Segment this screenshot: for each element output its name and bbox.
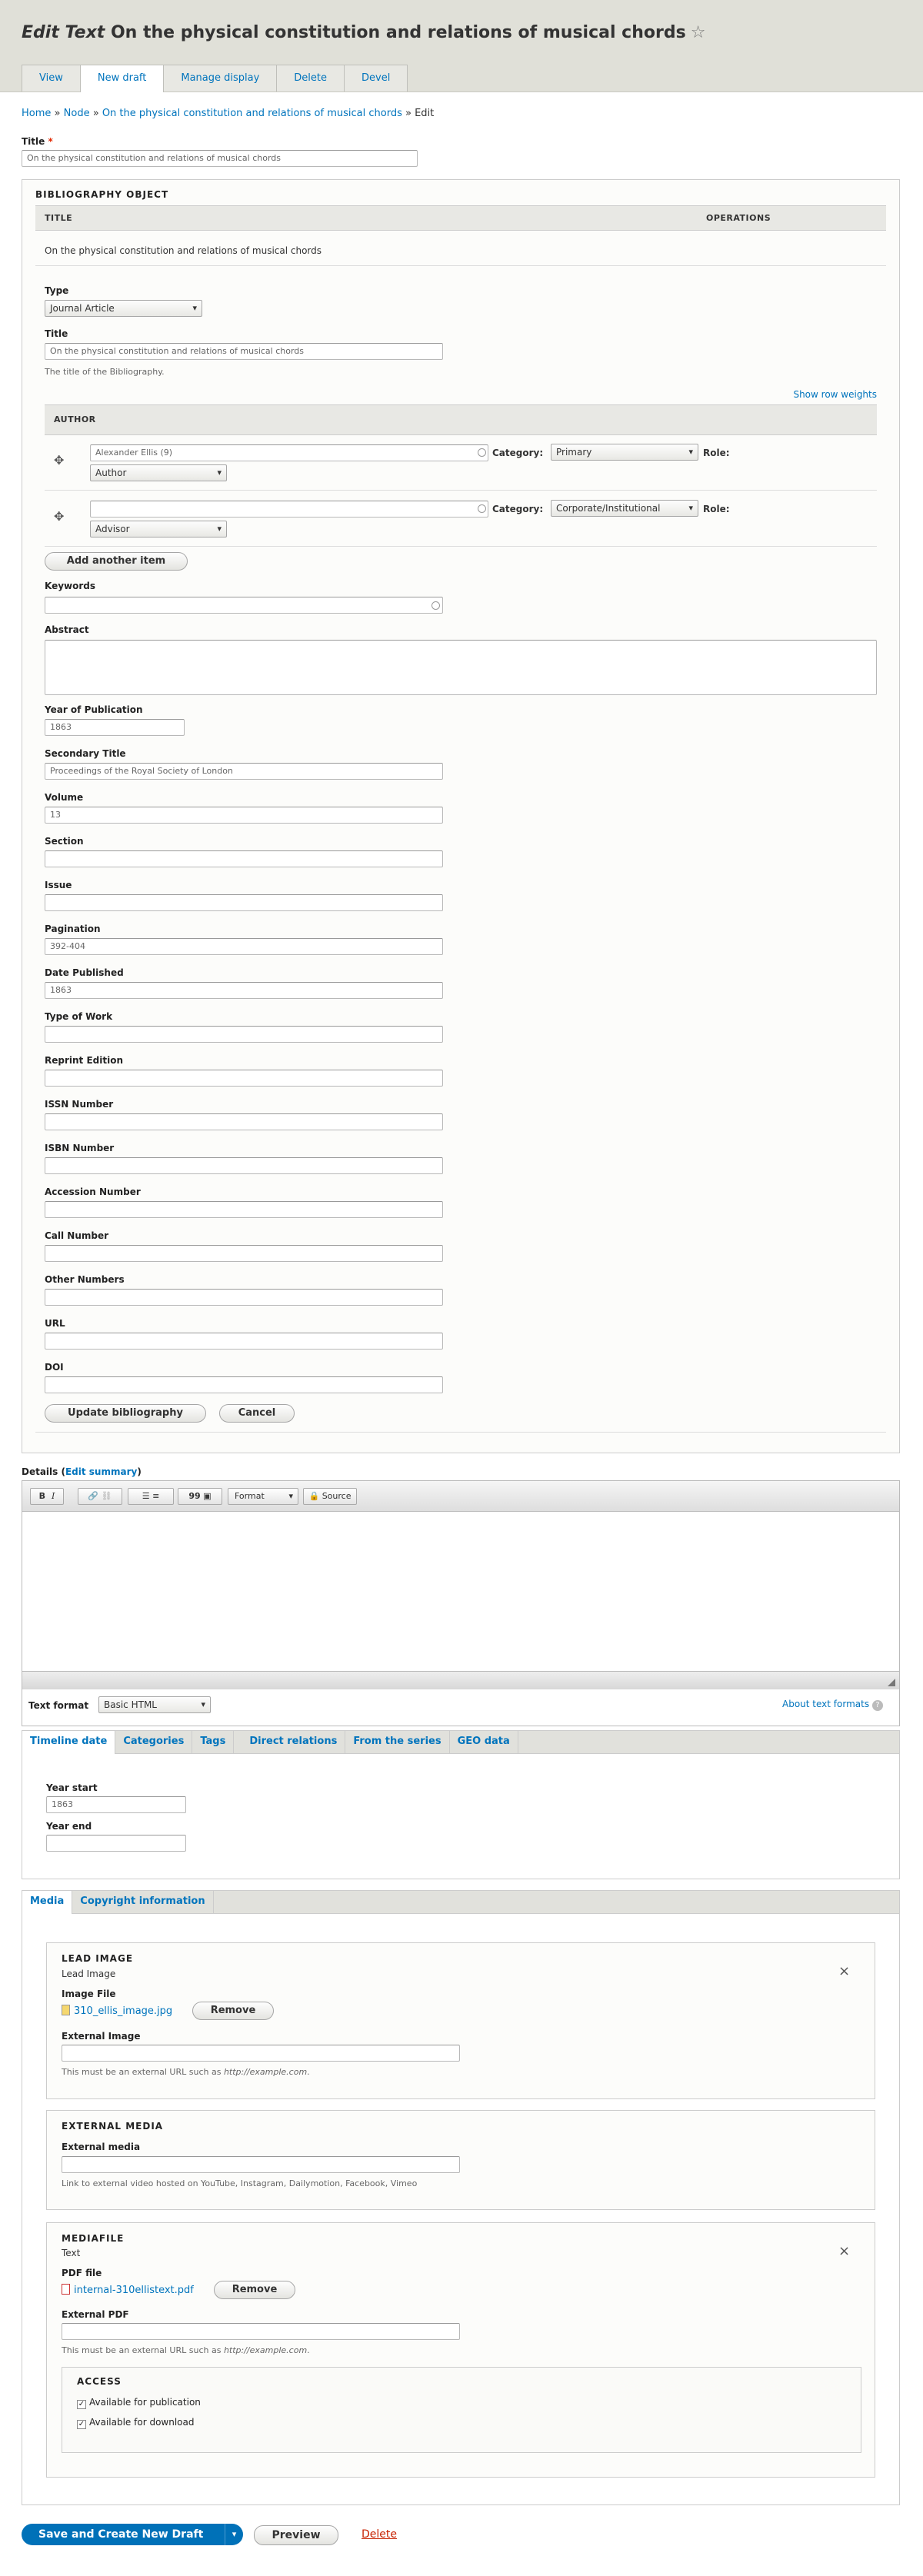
title-prefix: Edit Text xyxy=(22,23,105,42)
category-select[interactable]: Corporate/Institutional ▾ xyxy=(551,500,698,517)
type-select[interactable]: Journal Article ▾ xyxy=(45,300,202,317)
external-image-input[interactable] xyxy=(62,2045,460,2062)
other-numbers-input[interactable] xyxy=(45,1289,443,1306)
role-select[interactable]: Author ▾ xyxy=(90,464,227,481)
cancel-button[interactable]: Cancel xyxy=(219,1404,295,1423)
source-button[interactable] xyxy=(303,1488,357,1505)
delete-link[interactable]: Delete xyxy=(362,2528,397,2541)
url-label: URL xyxy=(45,1318,65,1329)
tab-media[interactable]: Media xyxy=(22,1891,72,1914)
text-format-select[interactable]: Basic HTML ▾ xyxy=(98,1696,211,1713)
bibliography-row-title: On the physical constitution and relations of musical chords xyxy=(45,245,322,256)
tab-new-draft[interactable]: New draft xyxy=(80,65,165,92)
col-operations: OPERATIONS xyxy=(706,213,771,223)
biblio-title-input[interactable]: On the physical constitution and relations of musical chords xyxy=(45,343,443,360)
tab-devel[interactable]: Devel xyxy=(344,65,408,92)
secondary-title-label: Secondary Title xyxy=(45,748,126,759)
accession-number-input[interactable] xyxy=(45,1201,443,1218)
date-published-label: Date Published xyxy=(45,967,124,978)
pdf-file-name: internal-310ellistext.pdf xyxy=(74,2285,194,2296)
checkbox-checked-icon: ✓ xyxy=(78,2420,85,2428)
year-of-publication-label: Year of Publication xyxy=(45,704,143,715)
autocomplete-icon xyxy=(478,448,486,457)
tab-tags[interactable]: Tags xyxy=(192,1731,234,1753)
editor-list-group xyxy=(128,1488,174,1505)
tab-from-the-series[interactable]: From the series xyxy=(345,1731,449,1753)
pagination-label: Pagination xyxy=(45,924,101,934)
abstract-label: Abstract xyxy=(45,624,89,635)
abstract-textarea[interactable] xyxy=(45,640,877,695)
media-tabs xyxy=(22,1891,899,1914)
keywords-input[interactable] xyxy=(45,597,443,614)
isbn-number-label: ISBN Number xyxy=(45,1143,115,1153)
issn-number-input[interactable] xyxy=(45,1113,443,1130)
format-label: Format xyxy=(235,1491,265,1501)
breadcrumb-sep: » xyxy=(92,108,99,119)
pagination-input[interactable]: 392-404 xyxy=(45,938,443,955)
editor-statusbar xyxy=(22,1671,899,1689)
section-label: Section xyxy=(45,836,84,847)
autocomplete-icon xyxy=(478,504,486,513)
tab-manage-display[interactable]: Manage display xyxy=(163,65,277,92)
role-label: Role: xyxy=(703,448,730,458)
tab-view[interactable]: View xyxy=(22,65,81,92)
issn-number-label: ISSN Number xyxy=(45,1099,114,1110)
tab-copyright-information[interactable]: Copyright information xyxy=(72,1891,213,1913)
pdf-file-label: PDF file xyxy=(62,2268,102,2278)
mediafile-legend: MEDIAFILE xyxy=(62,2233,125,2244)
tab-categories[interactable]: Categories xyxy=(115,1731,192,1753)
about-text-formats-link[interactable]: About text formats ? xyxy=(782,1699,883,1711)
close-icon[interactable]: × xyxy=(838,1963,851,1979)
external-media-label: External media xyxy=(62,2142,141,2152)
details-label: Details (Edit summary) xyxy=(22,1466,142,1477)
col-title: TITLE xyxy=(45,213,73,223)
access-legend: ACCESS xyxy=(77,2376,122,2387)
download-label: Available for download xyxy=(89,2417,195,2428)
breadcrumb-home[interactable]: Home xyxy=(22,108,52,119)
link-icon[interactable]: 🔗 xyxy=(88,1491,99,1501)
timeline-tabs xyxy=(22,1731,899,1754)
text-format-label: Text format xyxy=(28,1700,89,1711)
year-start-input[interactable]: 1863 xyxy=(46,1796,186,1813)
available-for-download-checkbox[interactable] xyxy=(77,2417,194,2429)
close-icon[interactable]: × xyxy=(838,2243,851,2259)
editor-body[interactable] xyxy=(22,1513,899,1671)
year-end-label: Year end xyxy=(46,1821,92,1832)
issue-label: Issue xyxy=(45,880,72,890)
tab-direct-relations[interactable]: Direct relations xyxy=(234,1731,345,1753)
external-pdf-label: External PDF xyxy=(62,2309,129,2320)
resize-handle-icon[interactable] xyxy=(888,1679,895,1686)
doi-label: DOI xyxy=(45,1362,64,1373)
divider xyxy=(45,546,877,547)
lock-icon: 🔒 xyxy=(308,1491,320,1501)
date-published-input[interactable]: 1863 xyxy=(45,982,443,999)
format-dropdown[interactable] xyxy=(228,1488,298,1505)
external-pdf-input[interactable] xyxy=(62,2323,460,2340)
lead-image-subtitle: Lead Image xyxy=(62,1969,116,1979)
remove-image-button[interactable]: Remove xyxy=(192,2002,274,2020)
author-name-input[interactable]: Alexander Ellis (9) xyxy=(90,444,488,461)
italic-button[interactable]: I xyxy=(52,1491,55,1501)
available-for-publication-checkbox[interactable] xyxy=(77,2397,201,2409)
external-pdf-desc: This must be an external URL such as http://example.com. xyxy=(62,2345,310,2355)
breadcrumb-node[interactable]: Node xyxy=(63,108,90,119)
save-label: Save and Create New Draft xyxy=(38,2528,204,2541)
drag-handle-icon[interactable]: ✥ xyxy=(54,509,65,524)
call-number-input[interactable] xyxy=(45,1245,443,1262)
blockquote-button[interactable]: 99 xyxy=(188,1491,201,1501)
external-media-desc: Link to external video hosted on YouTube, Instagram, Dailymotion, Facebook, Vimeo xyxy=(62,2178,418,2188)
lead-image-legend: LEAD IMAGE xyxy=(62,1953,134,1964)
add-another-item-button[interactable]: Add another item xyxy=(45,552,188,571)
pdf-file-icon xyxy=(62,2284,70,2295)
numbered-list-icon[interactable]: ≡ xyxy=(152,1491,160,1501)
external-media-legend: EXTERNAL MEDIA xyxy=(62,2121,164,2132)
title-text: On the physical constitution and relations of musical chords xyxy=(110,23,686,42)
remove-pdf-button[interactable]: Remove xyxy=(214,2281,295,2299)
checkbox-checked-icon: ✓ xyxy=(78,2400,85,2408)
pdf-file-link[interactable] xyxy=(62,2284,194,2296)
help-icon: ? xyxy=(872,1700,883,1711)
title-label: Title * xyxy=(22,136,53,147)
divider xyxy=(35,265,886,266)
biblio-title-desc: The title of the Bibliography. xyxy=(45,367,165,377)
dropdown-toggle-icon[interactable]: ▾ xyxy=(225,2524,243,2545)
category-label: Category: xyxy=(492,504,544,514)
type-of-work-input[interactable] xyxy=(45,1026,443,1043)
publication-label: Available for publication xyxy=(89,2397,201,2408)
drag-handle-icon[interactable]: ✥ xyxy=(54,453,65,468)
chevron-down-icon: ▾ xyxy=(288,1491,293,1501)
role-select[interactable]: Advisor ▾ xyxy=(90,521,227,537)
bibliography-legend: BIBLIOGRAPHY OBJECT xyxy=(35,189,169,200)
volume-label: Volume xyxy=(45,792,84,803)
biblio-title-label: Title xyxy=(45,328,68,339)
category-select[interactable]: Primary ▾ xyxy=(551,444,698,461)
role-label: Role: xyxy=(703,504,730,514)
accession-number-label: Accession Number xyxy=(45,1186,141,1197)
editor-format-group xyxy=(30,1488,64,1505)
doi-input[interactable] xyxy=(45,1376,443,1393)
image-file-icon xyxy=(62,2005,70,2015)
update-bibliography-button[interactable]: Update bibliography xyxy=(45,1404,206,1423)
tab-timeline-date[interactable]: Timeline date xyxy=(22,1731,115,1754)
type-of-work-label: Type of Work xyxy=(45,1011,113,1022)
breadcrumb-sep: » xyxy=(54,108,61,119)
required-marker: * xyxy=(48,136,53,147)
other-numbers-label: Other Numbers xyxy=(45,1274,125,1285)
url-input[interactable] xyxy=(45,1333,443,1350)
tab-delete[interactable]: Delete xyxy=(276,65,345,92)
author-name-input[interactable] xyxy=(90,501,488,518)
year-end-input[interactable] xyxy=(46,1835,186,1852)
page-header xyxy=(0,0,923,92)
source-label: Source xyxy=(322,1491,352,1501)
image-file-link[interactable] xyxy=(62,2005,172,2017)
breadcrumb-sep: » xyxy=(405,108,412,119)
breadcrumb-page[interactable]: On the physical constitution and relations of musical chords xyxy=(102,108,402,119)
autocomplete-icon xyxy=(432,601,440,610)
bibliography-table-header xyxy=(35,205,886,231)
edit-summary-link[interactable]: Edit summary xyxy=(65,1466,138,1477)
external-media-input[interactable] xyxy=(62,2156,460,2173)
divider xyxy=(35,1432,886,1433)
reprint-edition-label: Reprint Edition xyxy=(45,1055,123,1066)
tab-geo-data[interactable]: GEO data xyxy=(450,1731,518,1753)
section-input[interactable] xyxy=(45,850,443,867)
editor-link-group xyxy=(78,1488,122,1505)
mediafile-subtitle: Text xyxy=(62,2248,81,2258)
breadcrumb xyxy=(22,108,434,119)
preview-button[interactable]: Preview xyxy=(254,2525,338,2545)
reprint-edition-input[interactable] xyxy=(45,1070,443,1087)
volume-input[interactable]: 13 xyxy=(45,807,443,824)
issue-input[interactable] xyxy=(45,894,443,911)
unlink-icon: ⛓ xyxy=(101,1491,112,1501)
primary-tabs xyxy=(22,65,407,92)
title-input[interactable]: On the physical constitution and relations of musical chords xyxy=(22,150,418,167)
save-and-create-new-draft-button[interactable] xyxy=(22,2524,243,2545)
bold-button[interactable]: B xyxy=(38,1491,46,1501)
image-icon[interactable]: ▣ xyxy=(203,1491,212,1501)
call-number-label: Call Number xyxy=(45,1230,109,1241)
star-icon[interactable]: ☆ xyxy=(690,23,706,42)
external-image-label: External Image xyxy=(62,2031,141,2042)
external-image-desc: This must be an external URL such as http://example.com. xyxy=(62,2067,310,2077)
author-header: AUTHOR xyxy=(54,414,96,424)
author-table-header xyxy=(45,404,877,435)
type-label: Type xyxy=(45,285,69,296)
year-of-publication-input[interactable]: 1863 xyxy=(45,719,185,736)
isbn-number-input[interactable] xyxy=(45,1157,443,1174)
page-title xyxy=(22,23,705,42)
image-file-name: 310_ellis_image.jpg xyxy=(74,2005,173,2017)
category-label: Category: xyxy=(492,448,544,458)
editor-block-group xyxy=(178,1488,222,1505)
secondary-title-input[interactable]: Proceedings of the Royal Society of London xyxy=(45,763,443,780)
bulleted-list-icon[interactable]: ☰ xyxy=(142,1491,150,1501)
image-file-label: Image File xyxy=(62,1989,116,1999)
breadcrumb-current: Edit xyxy=(415,108,435,119)
divider xyxy=(45,490,877,491)
access-fieldset xyxy=(62,2367,861,2453)
year-start-label: Year start xyxy=(46,1782,98,1793)
show-row-weights-link[interactable]: Show row weights xyxy=(793,389,877,400)
keywords-label: Keywords xyxy=(45,581,96,591)
